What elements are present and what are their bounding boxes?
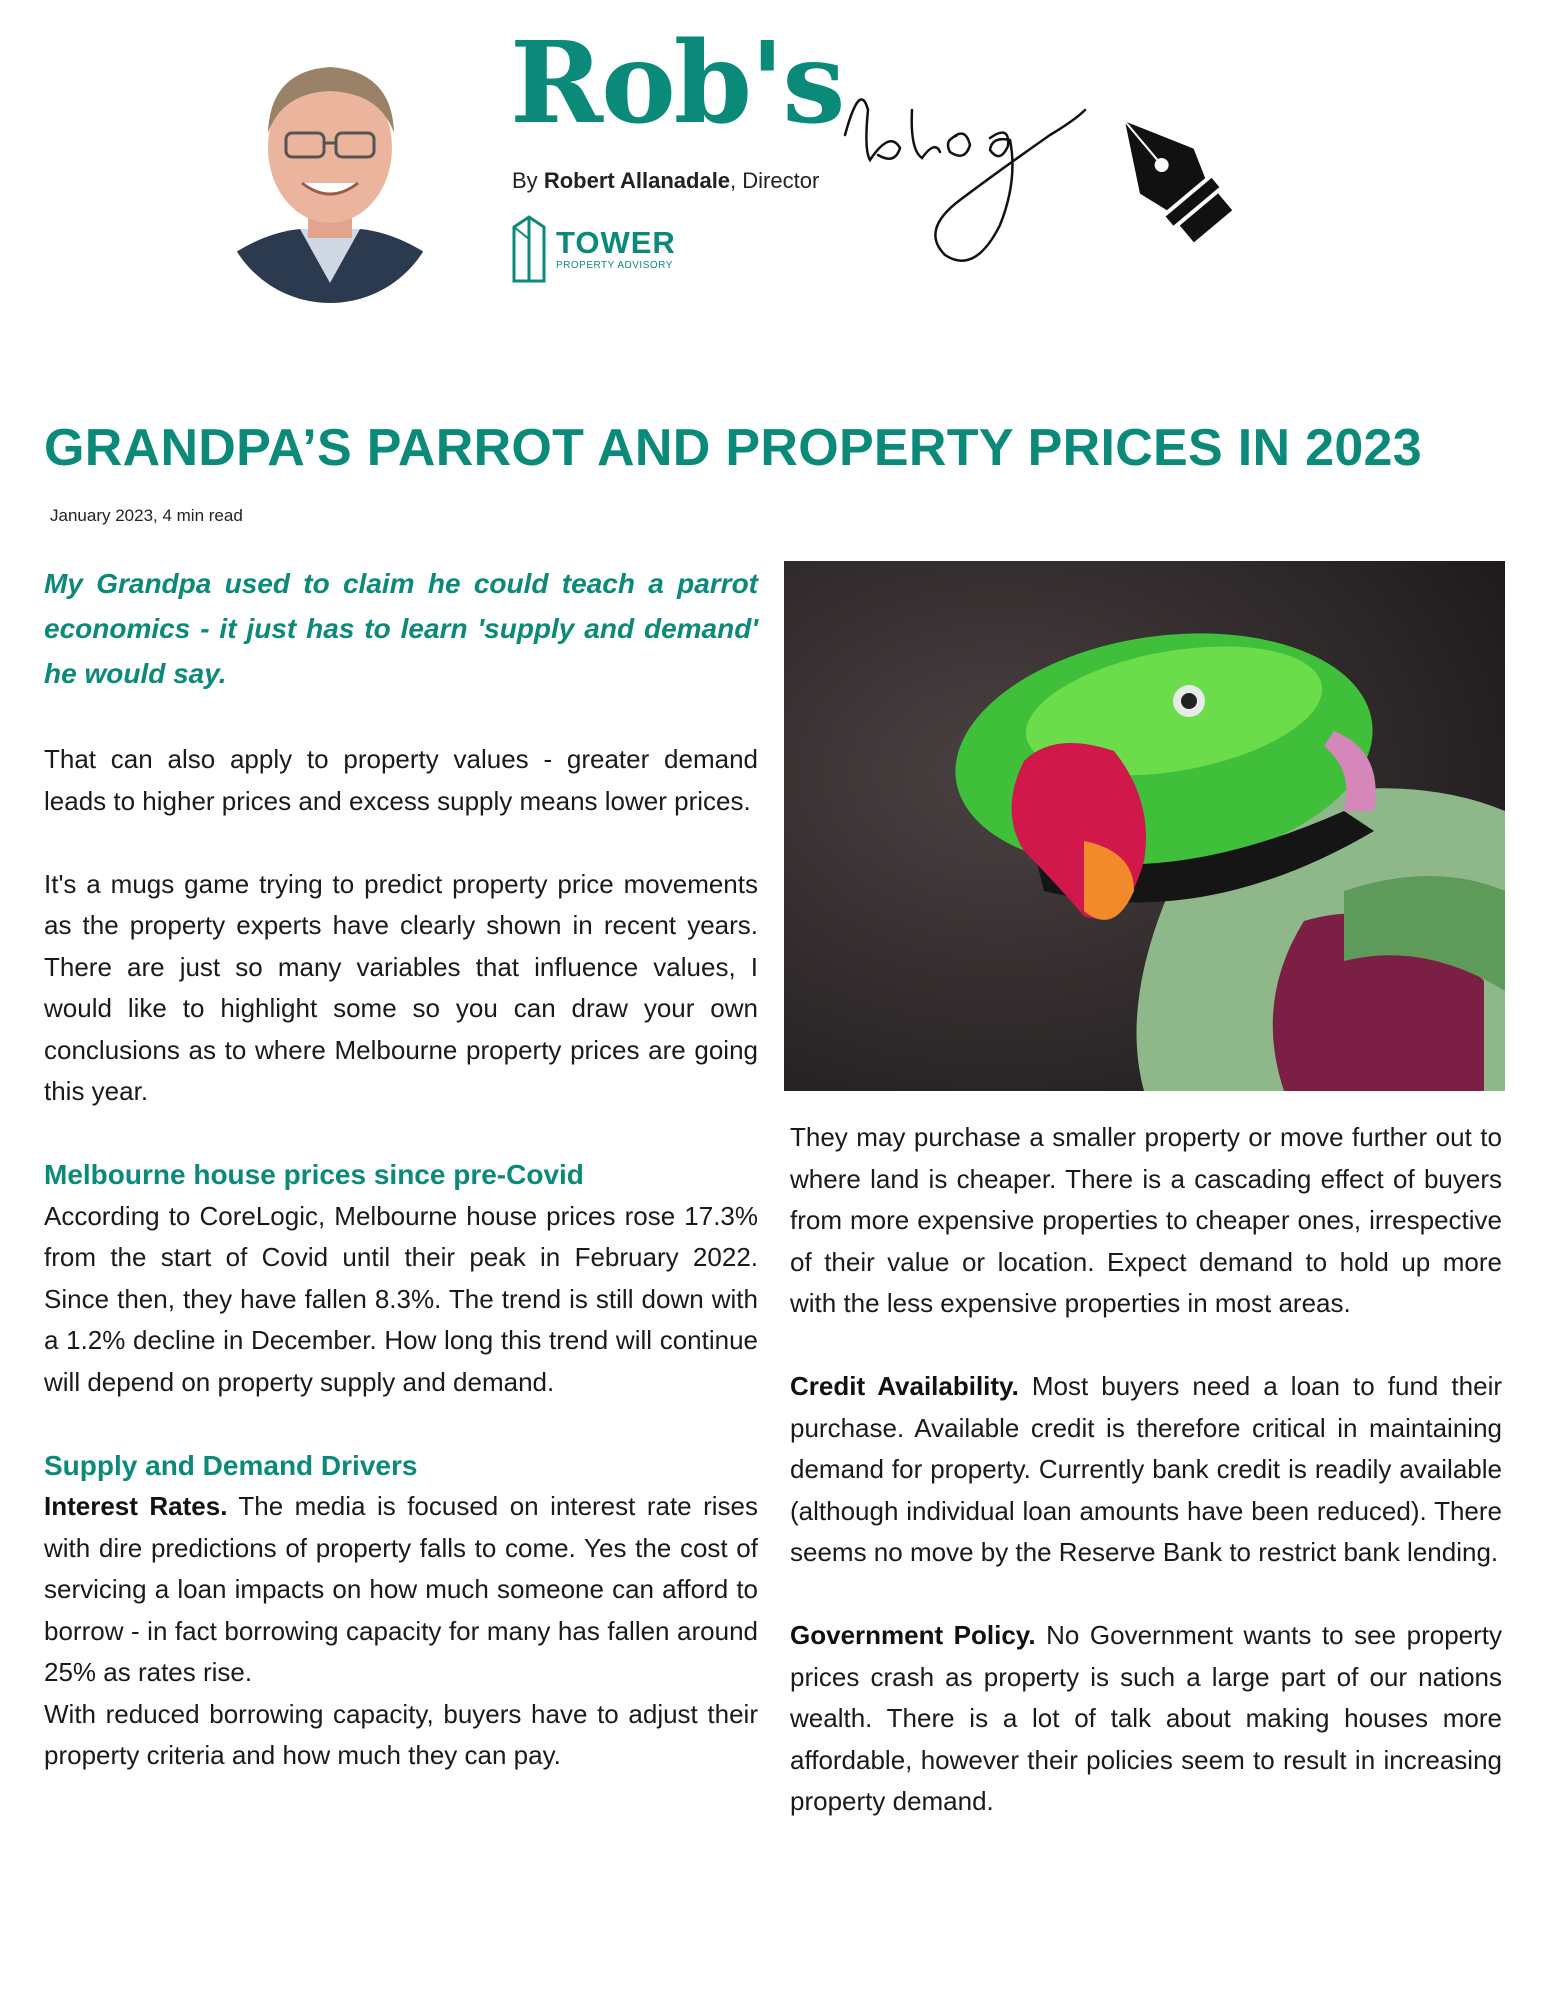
paragraph-credit-availability bbox=[790, 1366, 1502, 1574]
subheading-drivers: Supply and Demand Drivers bbox=[44, 1449, 418, 1481]
tower-logo-icon bbox=[510, 213, 548, 285]
parrot-photo bbox=[784, 561, 1505, 1091]
article-title: GRANDPA’S PARROT AND PROPERTY PRICES IN 2023 bbox=[44, 419, 1422, 477]
lead-quote: My Grandpa used to claim he could teach a parrot economics - it just has to learn 'supply and demand' he would say. bbox=[44, 568, 758, 689]
term-credit-availability: Credit Availability. bbox=[790, 1371, 1019, 1401]
paragraph-cascading-effect: They may purchase a smaller property or move further out to where land is cheaper. There is a cascading effect of buyers from more expensive properties to cheaper ones, irrespective of their value or location. Expect demand to hold up more with the less expensive properties in most areas. bbox=[790, 1122, 1502, 1318]
byline-prefix: By bbox=[512, 168, 538, 193]
subheading-melbourne-prices: Melbourne house prices since pre-Covid bbox=[44, 1159, 584, 1190]
paragraph-government-policy bbox=[790, 1615, 1502, 1823]
article-left-column bbox=[44, 561, 758, 1777]
author-byline bbox=[512, 168, 819, 194]
article-right-column bbox=[790, 1117, 1502, 1823]
company-subtitle: PROPERTY ADVISORY bbox=[556, 260, 673, 271]
article-meta: January 2023, 4 min read bbox=[50, 506, 243, 525]
paragraph-interest-rates bbox=[44, 1486, 758, 1694]
government-policy-text: No Government wants to see property prices crash as property is such a large part of our nations wealth. There is a lot of talk about making houses more affordable, however their policies seem to result in increasing property demand. bbox=[790, 1620, 1502, 1816]
blog-script-wordmark bbox=[840, 40, 1090, 280]
paragraph-corelogic: According to CoreLogic, Melbourne house prices rose 17.3% from the start of Covid until their peak in February 2022. Since then, they have fallen 8.3%. The trend is still down with a 1.2% decline in December. How long this trend will continue will depend on property supply and demand. bbox=[44, 1200, 758, 1397]
interest-rates-text: The media is focused on interest rate rises with dire predictions of property falls to come. Yes the cost of servicing a loan impacts on how much someone can afford to borrow - in fact borrowing capacity for many has fallen around 25% as rates rise. bbox=[44, 1491, 758, 1687]
fountain-pen-nib-icon bbox=[1100, 100, 1240, 250]
term-interest-rates: Interest Rates. bbox=[44, 1491, 228, 1521]
company-name: TOWER bbox=[556, 225, 676, 260]
paragraph-supply-demand: That can also apply to property values - greater demand leads to higher prices and excess supply means lower prices. bbox=[44, 744, 758, 816]
blog-brand-title: Rob's bbox=[510, 18, 844, 149]
paragraph-predictions: It's a mugs game trying to predict property price movements as the property experts have clearly shown in recent years. There are just so many variables that influence values, I would like to highlight some so you can draw your own conclusions as to where Melbourne property prices are going this year. bbox=[44, 868, 758, 1106]
paragraph-borrowing: With reduced borrowing capacity, buyers have to adjust their property criteria and how much they can pay. bbox=[44, 1698, 758, 1770]
author-portrait bbox=[220, 33, 440, 303]
credit-availability-text: Most buyers need a loan to fund their purchase. Available credit is therefore critical in maintaining demand for property. Currently bank credit is readily available (although individual loan amounts have been reduced). There seems no move by the Reserve Bank to restrict bank lending. bbox=[790, 1371, 1502, 1567]
term-government-policy: Government Policy. bbox=[790, 1620, 1036, 1650]
author-name: Robert Allanadale bbox=[543, 168, 731, 193]
tower-logo bbox=[510, 213, 676, 285]
author-role: , Director bbox=[730, 168, 820, 193]
